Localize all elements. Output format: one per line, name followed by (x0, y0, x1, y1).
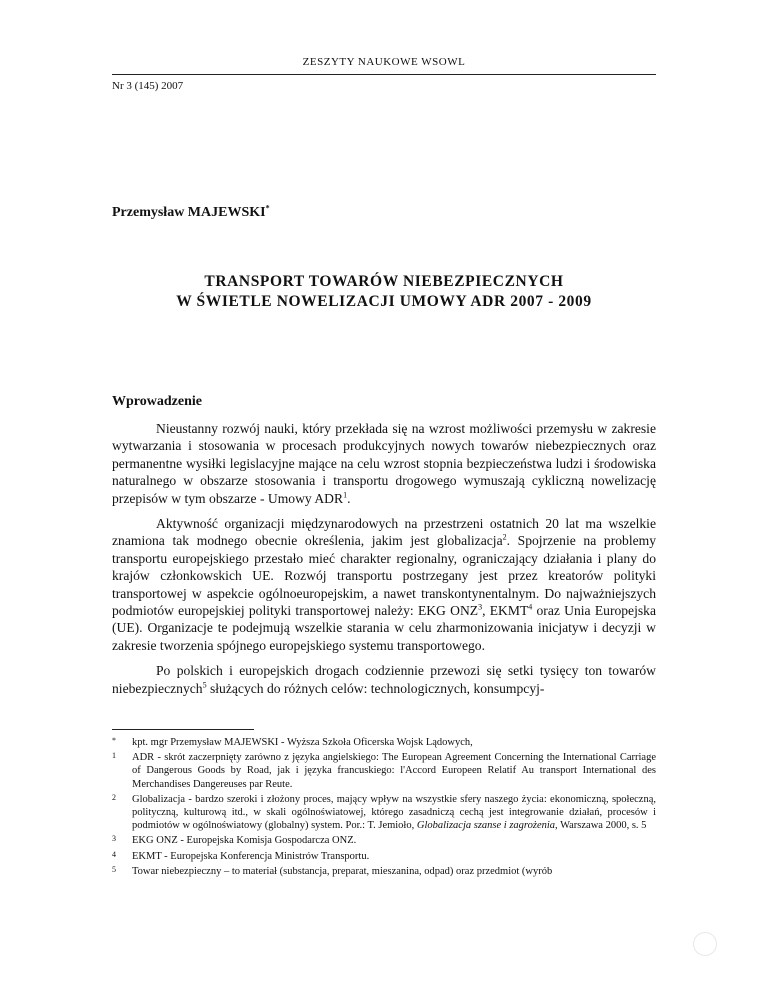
cited-book-title: Globalizacja szanse i zagrożenia (416, 820, 556, 832)
footnote-text: EKMT - Europejska Konferencja Ministrów Transportu. (132, 850, 370, 862)
author-footnote-mark[interactable]: * (265, 203, 270, 213)
author-name: Przemysław MAJEWSKI (112, 205, 266, 220)
watermark-icon (693, 932, 717, 956)
paragraph-3 (112, 662, 656, 697)
title-line-1: TRANSPORT TOWARÓW NIEBEZPIECZNYCH (204, 273, 564, 290)
paragraph-2 (112, 515, 656, 654)
paragraph-3-text-b: służących do różnych celów: technologicznych, konsumpcyj- (206, 680, 545, 696)
author-line (112, 205, 270, 221)
issue-number: Nr 3 (145) 2007 (112, 80, 184, 92)
footnote-item (112, 736, 656, 749)
paragraph-2-text-b: . Spojrzenie na problemy transportu europejskiego przestało mieć charakter regionalny, ograniczający działania i plany do krajów członkowskich UE. Rozwój transportu postrzegany jest przez kreatorów polityki transportowej w aspekcie ogólnoeuropejskim, a nawet transkontynentalnym. Do najważniejszych podmiotów europejskiej polityki transportowej należy: EKG ONZ (112, 533, 657, 619)
footnote-item (112, 865, 656, 878)
footnote-mark: 1 (112, 751, 116, 761)
footnote-mark: 2 (112, 792, 116, 802)
footnote-mark: 4 (112, 849, 116, 859)
footnote-ref-3[interactable]: 3 (478, 602, 483, 612)
footnote-ref-1[interactable]: 1 (343, 490, 348, 500)
footnote-ref-5[interactable]: 5 (202, 680, 207, 690)
section-heading: Wprowadzenie (112, 394, 202, 409)
footnote-ref-2[interactable]: 2 (502, 532, 507, 542)
paragraph-1-end: . (347, 490, 351, 506)
footnote-mark: 3 (112, 834, 116, 844)
footnote-item (112, 834, 656, 847)
footnote-text-part: , Warszawa 2000, s. 5 (555, 820, 647, 832)
footnote-text: ADR - skrót zaczerpnięty zarówno z języka angielskiego: The European Agreement Concerning the International Carriage of Dangerous Goods by Road, jak i języka francuskiego: l'Accord Europeen Relatif Au transport International des Merchandises Dangereuses par Reute. (132, 752, 656, 790)
footnote-item (112, 751, 656, 791)
footnote-ref-4[interactable]: 4 (528, 602, 533, 612)
paragraph-3-text-a: Po polskich i europejskich drogach codziennie przewozi się setki tysięcy ton towarów niebezpiecznych (112, 663, 656, 696)
article-title (112, 272, 656, 312)
paragraph-1 (112, 420, 656, 507)
title-line-2: W ŚWIETLE NOWELIZACJI UMOWY ADR 2007 - 2009 (176, 293, 592, 310)
header-rule (112, 74, 656, 75)
footnote-text (132, 793, 656, 833)
footnotes (112, 736, 656, 880)
footnote-text: EKG ONZ - Europejska Komisja Gospodarcza ONZ. (132, 835, 357, 847)
footnote-text: Towar niebezpieczny – to materiał (substancja, preparat, mieszanina, odpad) oraz przedmiot (wyrób (132, 865, 553, 877)
footnote-item (112, 850, 656, 863)
footnote-text-part: Globalizacja - bardzo szeroki i złożony proces, mający wpływ na wszystkie sfery naszego życia: ekonomiczną, społeczną, polityczną, kulturową itd., w skali ogólnoświatowej, którego zasadniczą cechą jest integrowanie działań, procesów i podmiotów w ogólnoświatowy (globalny) system. Por.: T. Jemioło, (132, 793, 656, 832)
footnote-item (112, 793, 656, 833)
paragraph-2-text-a: Aktywność organizacji międzynarodowych na przestrzeni ostatnich 20 lat ma wszelkie znamiona tak modnego obecnie określenia, jakim jest globalizacja (112, 516, 656, 549)
footnote-mark: 5 (112, 864, 116, 874)
footnote-mark: * (112, 736, 116, 745)
paragraph-2-text-c: , EKMT (482, 603, 529, 619)
footnote-separator (112, 729, 254, 730)
paragraph-2-text-d: oraz Unia Europejska (UE). Organizacje te podejmują wszelkie starania w celu zharmonizowania inicjatyw i decyzji w zakresie tworzenia spójnego europejskiego systemu transportowego. (112, 603, 656, 653)
paragraph-1-text: Nieustanny rozwój nauki, który przekłada się na wzrost możliwości przemysłu w zakresie wytwarzania i stosowania w procesach produkcyjnych nowych towarów niebezpiecznych oraz permanentne wysiłki legislacyjne mające na celu wzrost stopnia bezpieczeństwa ludzi i środowiska naturalnego w obszarze stosowania i transportu drogowego wymuszają cykliczną nowelizację przepisów w tym obszarze - Umowy ADR (112, 421, 656, 506)
footnote-text: kpt. mgr Przemysław MAJEWSKI - Wyższa Szkoła Oficerska Wojsk Lądowych, (132, 737, 473, 748)
body-text (112, 420, 656, 705)
journal-name: ZESZYTY NAUKOWE WSOWL (302, 56, 466, 68)
